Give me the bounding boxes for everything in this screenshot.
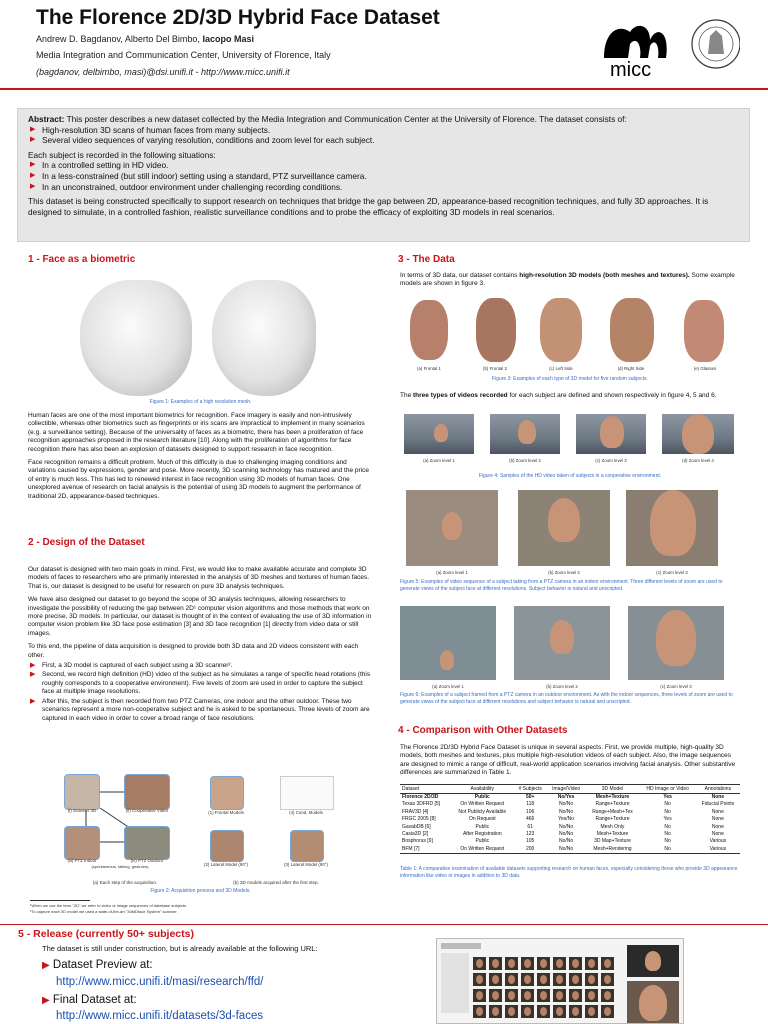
videos-intro <box>400 392 740 400</box>
ptz-indoor-frame <box>518 490 610 566</box>
subfig-label: (d) Zoom level 4 <box>682 458 714 463</box>
table-cell: 50+ <box>525 794 535 800</box>
face-thumbnail <box>537 957 550 970</box>
table-cell: No/No <box>559 808 574 815</box>
authors <box>36 34 254 44</box>
dataset-website-screenshot <box>436 938 684 1024</box>
intro-tail: Some example models are shown in figure 3. <box>400 272 735 288</box>
subfig-label: (d) Right Side <box>617 366 645 371</box>
acquisition-diagram <box>60 770 188 870</box>
paragraph: Face recognition remains a difficult problem. Much of this difficulty is due to challenging imaging conditions and variations caused by expressions, gender and pose. More recently, 3D scanning technology has matured and the price of entry is much less. This has led to renewed interest in face recognition using 3D models of human faces. One unexplored avenue of research on facial analysis is the potential of using 3D models to augment the performance of traditional 2D, appearance-based techniques. <box>28 459 369 500</box>
table-cell: 123 <box>526 831 535 838</box>
figure-6-caption: Figure 6: Examples of a subject framed from a PTZ camera in an outdoor environment. As with the indoor sequences, three levels of zoom are used to generate views of the subject face at different resolutions and subject behavior is natural and unscripted. <box>400 692 733 705</box>
table-row <box>400 816 740 823</box>
table-cell: Mesh+Rendering <box>585 846 639 854</box>
face-thumbnail <box>537 989 550 1002</box>
face-thumbnail <box>585 1005 598 1018</box>
figure-5 <box>400 490 740 578</box>
table-cell: 105 <box>526 838 535 845</box>
face-thumbnail <box>553 989 566 1002</box>
face-thumbnail <box>553 957 566 970</box>
hd-video-frame <box>404 414 474 454</box>
table-cell: No <box>640 846 696 854</box>
situation-item: ▶ In a less-constrained (but still indoor) setting using a standard, PTZ surveillance camera. <box>28 171 739 182</box>
face-thumbnail <box>473 957 486 970</box>
preview-label: Dataset Preview at: <box>52 959 153 971</box>
table-cell: None <box>711 808 724 815</box>
mesh-face-image <box>80 280 192 396</box>
3d-model-thumb <box>280 776 334 810</box>
footnote-rule <box>30 900 90 901</box>
section-2-body <box>28 566 373 728</box>
release-intro: The dataset is still under construction, but is already available at the following URL: <box>42 944 318 953</box>
diagram-label: (ii) Cooperative Video <box>125 808 169 813</box>
model-label: (1) Frontal Models <box>208 810 244 815</box>
pipeline-step: ▶ First, a 3D model is captured of each subject using a 3D scanner². <box>28 662 373 670</box>
diagram-label: (iv) PTZ Outdoor <box>130 858 164 863</box>
face-thumbnail <box>505 957 518 970</box>
table-cell: After Registration <box>462 831 502 838</box>
final-label-row <box>42 994 137 1006</box>
face-thumbnail <box>601 973 614 986</box>
3d-models-grid <box>196 774 356 874</box>
face-thumbnail <box>537 973 550 986</box>
subfig-label: (a) Zoom level 1 <box>436 570 468 575</box>
pipeline-step: ▶ After this, the subject is then recorded from two PTZ Cameras, one indoor and the other outdoor. These two scenarios represent a more non-cooperative subject and he is asked to be spontaneous. Three levels of zoom are captured in each video in order to cover a broad range of face resolutions. <box>28 698 373 723</box>
section-4-body: The Florence 2D/3D Hybrid Face Dataset is unique in several aspects. First, we provide multiple, high-quality 3D models, both meshes and textures, plus multiple high-resolution videos of each subject. Also, the image sequences are designed to mimic a range of difficult, real-world application scenarios involving facial analysis. Other substantive differences are summarized in Table 1. <box>400 744 736 777</box>
3d-face-frontal <box>410 300 448 360</box>
header-rule <box>0 88 768 90</box>
table-header-cell: 3D Model <box>585 785 639 794</box>
table-cell: GavabDB [6] <box>402 823 431 830</box>
table-cell: No <box>664 831 671 838</box>
diagram-label: (iii) PTZ Indoor <box>67 858 97 863</box>
table-cell: Not Publicly Available <box>458 808 507 815</box>
table-cell: None <box>711 831 724 838</box>
figure-1-caption: Figure 1: Examples of a high resolution mesh. <box>149 399 252 405</box>
table-cell: None <box>711 823 724 830</box>
figure-5-caption: Figure 5: Examples of video sequence of a subject taking from a PTZ camera in an indoor environment. Three different levels of zoom are used to generate views of the subject face at different resolutions. Subject behavior is natural and unscripted. <box>400 579 723 592</box>
face-thumbnail <box>553 1005 566 1018</box>
affiliation: Media Integration and Communication Center, University of Florence, Italy <box>36 50 331 60</box>
scanner-photo <box>64 774 100 810</box>
paragraph: To this end, the pipeline of data acquisition is designed to provide both 3D data and 2D videos consistent with each other. <box>28 643 359 659</box>
3d-face-left <box>540 298 582 362</box>
face-thumbnail <box>505 973 518 986</box>
table-header-cell: Image/Video <box>547 785 586 794</box>
ptz-outdoor-photo <box>124 826 170 860</box>
face-thumbnail <box>473 989 486 1002</box>
table-cell: 106 <box>526 808 535 815</box>
table-cell: Casia3D [2] <box>402 831 429 838</box>
table-cell: 118 <box>526 801 535 808</box>
bullet-arrow-icon: ▶ <box>42 960 50 971</box>
table-cell: Florence 2D/3D <box>402 794 439 800</box>
face-thumbnail <box>569 957 582 970</box>
subfig-label: (a) Zoom level 1 <box>432 684 464 689</box>
abstract-item: ▶ Several video sequences of varying resolution, conditions and zoom level for each subject. <box>28 135 739 146</box>
3d-face-frontal <box>476 298 516 362</box>
face-thumbnail <box>553 973 566 986</box>
abstract-item: ▶ High-resolution 3D scans of human faces from many subjects. <box>28 125 739 136</box>
table-row <box>400 801 740 808</box>
figure-2-caption: Figure 2: Acquisition process and 3D Models. <box>150 888 251 894</box>
table-header-cell: # Subjects <box>514 785 547 794</box>
face-thumbnail <box>569 1005 582 1018</box>
table-cell: Range+Texture <box>595 816 630 823</box>
videos-plain: for each subject are defined and shown respectively in figure 4, 5 and 6. <box>509 392 717 399</box>
table-cell: 61 <box>527 823 533 830</box>
table-row <box>400 831 740 838</box>
pipeline-step: ▶ Second, we record high definition (HD) video of the subject as he simulates a range of specific head rotations (this roughly corresponds to a cooperative environment). Five levels of zoom are used in order to capture the subject face at multiple image resolutions. <box>28 671 373 696</box>
abstract-closing: This dataset is being constructed specifically to support research on techniques that bridge the gap between 2D, appearance-based recognition techniques, and fully 3D approaches. It is designed to simulate, in a controlled fashion, realistic surveillance conditions and to probe the efficacy of exploiting 3D models in real scenarios. <box>28 196 709 217</box>
table-row <box>400 838 740 845</box>
table-cell: Mesh+Texture <box>596 831 629 838</box>
paragraph: We have also designed our dataset to go beyond the scope of 3D analysis techniques, allowing researchers to investigate the possibility of reducing the gap between 2D¹ computer vision algorithms and those methods that work on more precise, 3D models. In particular, our dataset is thought of in the context of evaluating the use of 3D information in computer vision problem like 3D face pose estimation [3] and 3D face recognition [1] directly from video data or still images. <box>28 596 372 637</box>
table-cell: No/No <box>547 846 586 854</box>
final-url-link[interactable]: http://www.micc.unifi.it/datasets/3d-faces <box>56 1010 264 1022</box>
3d-face-glasses <box>684 300 724 362</box>
subfig-label: (b) Zoom level 2 <box>546 684 578 689</box>
paragraph: Human faces are one of the most important biometrics for recognition. Face imagery is easily and non-intrusively collectible, whereas other biometrics such as fingerprints or iris scans are impractical to implement in many scenarios (e.g. a surveillance setting). Because of the universality of faces as a biometric, there has been a proliferation of face recognition approaches proposed in the research literature [10]. Along with the proliferation of algorithms for face recognition there has also been an explosion of datasets designed to support research in face recognition. <box>28 412 365 453</box>
figure-4 <box>400 414 740 466</box>
cooperative-video-photo <box>124 774 170 810</box>
3d-face-right <box>610 298 654 362</box>
subfig-label: (b) Zoom level 2 <box>509 458 541 463</box>
footnote: ²To capture each 3D model we used a state-of-the-art "3dMDface System" scanner. <box>30 909 178 914</box>
contact: (bagdanov, delbimbo, masi)@dsi.unifi.it - http://www.micc.unifi.it <box>36 67 290 77</box>
table-cell: 3D Map+Texture <box>594 838 631 845</box>
section-5-title: 5 - Release (currently 50+ subjects) <box>18 928 194 940</box>
face-thumbnail <box>585 957 598 970</box>
bullet-arrow-icon: ▶ <box>42 995 50 1006</box>
face-thumbnail <box>489 989 502 1002</box>
table-cell: Texas 3DFRD [5] <box>402 801 441 808</box>
abstract-box <box>17 108 750 242</box>
table-row <box>400 794 740 802</box>
preview-url-link[interactable]: http://www.micc.unifi.it/masi/research/ffd/ <box>56 976 264 988</box>
table-cell: Public <box>475 823 490 830</box>
table-cell: Range+Mesh+Tex <box>592 808 633 815</box>
figure-3 <box>400 298 740 374</box>
section-3-intro <box>400 272 740 289</box>
face-thumbnail <box>521 1005 534 1018</box>
diagram-label: (i) Scanner 3D <box>67 808 97 813</box>
micc-logo <box>600 10 740 82</box>
abstract-intro: This poster describes a new dataset collected by the Media Integration and Communication Center at the University of Florence. The dataset consists of: <box>66 114 627 124</box>
table-row <box>400 809 740 816</box>
face-thumbnail <box>585 973 598 986</box>
section-3-title: 3 - The Data <box>398 254 455 265</box>
situation-item: ▶ In an unconstrained, outdoor environment under challenging recording conditions. <box>28 182 739 193</box>
table-cell: Bosphorus [9] <box>402 838 433 845</box>
preview-label-row <box>42 959 153 971</box>
model-label: (2) Lateral Model (90°) <box>204 862 248 867</box>
ptz-indoor-frame <box>626 490 718 566</box>
videos-bold: three types of videos recorded <box>413 392 508 399</box>
figure-2a-caption: (a) Each step of the acquisition. <box>92 880 158 885</box>
micc-logo-text: micc <box>610 59 652 81</box>
footnote: ¹When we use the term "2D" we refer to video or image sequences of database subjects. <box>30 903 188 908</box>
comparison-table-grid <box>400 784 740 854</box>
table-header-cell: Annotations <box>696 785 740 794</box>
hd-video-frame <box>576 414 646 454</box>
table-cell: Public <box>474 794 490 800</box>
diagram-note: (spontaneous, talking, gestures) <box>91 864 149 869</box>
table-cell: Mesh+Texture <box>595 794 630 800</box>
table-header-cell: Availability <box>451 785 514 794</box>
section-1-body <box>28 412 373 506</box>
table-cell: Fiducial Points <box>701 801 735 808</box>
thumbnail-grid <box>473 957 623 1023</box>
videos-plain: The <box>400 392 412 399</box>
section-4-title: 4 - Comparison with Other Datasets <box>398 725 568 736</box>
table-cell: None <box>711 816 724 823</box>
subfig-label: (b) Zoom level 2 <box>548 570 580 575</box>
figure-4-caption: Figure 4: Samples of the HD video taken of subjects in a cooperative environment. <box>478 473 662 479</box>
table-cell: None <box>711 794 725 800</box>
ptz-outdoor-frame <box>400 606 496 680</box>
paragraph: Our dataset is designed with two main goals in mind. First, we would like to make available accurate and complete 3D models of faces to researchers who are primarily interested in the analysis of 3D meshes and textures of human faces. That is, our dataset is designed to be useful for research on pure 3D analysis techniques. <box>28 566 370 590</box>
micc-logo-graphic <box>600 10 740 82</box>
model-label: (3) Lateral Model (90°) <box>284 862 328 867</box>
ptz-indoor-photo <box>64 826 100 860</box>
table-cell: FRAV3D [4] <box>402 808 429 815</box>
ptz-indoor-frame <box>406 490 498 566</box>
table-cell: No <box>664 808 671 815</box>
table-cell: On Request <box>468 816 496 823</box>
poster-title: The Florence 2D/3D Hybrid Face Dataset <box>36 6 440 29</box>
section-5-rule <box>0 924 768 925</box>
face-thumbnail <box>585 989 598 1002</box>
table-cell: No/No <box>559 831 574 838</box>
table-cell: Yes/No <box>558 816 575 823</box>
situation-item: ▶ In a controlled setting in HD video. <box>28 160 739 171</box>
hd-video-frame <box>490 414 560 454</box>
table-cell: No <box>664 823 671 830</box>
table-cell: Public <box>475 838 490 845</box>
face-thumbnail <box>489 973 502 986</box>
table-cell: BFM [7] <box>400 846 451 854</box>
subfig-label: (c) Zoom level 3 <box>595 458 627 463</box>
table-cell: No/No <box>559 801 574 808</box>
subfig-label: (c) Zoom level 3 <box>660 684 692 689</box>
table-cell: No <box>664 801 671 808</box>
figure-2b-caption: (b) 3D models acquired after the first step. <box>233 880 319 885</box>
table-header-cell: HD Image or Video <box>640 785 696 794</box>
subfig-label: (a) Frontal 1 <box>417 366 441 371</box>
section-2-title: 2 - Design of the Dataset <box>28 537 145 548</box>
face-thumbnail <box>505 989 518 1002</box>
final-label: Final Dataset at: <box>52 994 137 1006</box>
subfig-label: (b) Frontal 2 <box>483 366 507 371</box>
table-cell: On Written Request <box>460 801 505 808</box>
ptz-outdoor-frame <box>628 606 724 680</box>
table-cell: 466 <box>526 816 535 823</box>
table-header-cell: Dataset <box>400 785 451 794</box>
face-thumbnail <box>489 1005 502 1018</box>
ptz-outdoor-frame <box>514 606 610 680</box>
table-1-caption: Table 1: A comparative examination of available datasets supporting research on human faces, especially considering those who provide 3D appearance information like video or images in addition to 3D data. <box>400 866 738 879</box>
subfig-label: (c) Left Side <box>549 366 573 371</box>
table-cell: Range+Texture <box>595 801 630 808</box>
abstract-label: Abstract: <box>28 114 65 124</box>
mesh-face-image <box>212 280 316 396</box>
face-thumbnail <box>473 973 486 986</box>
3d-model-thumb <box>290 830 324 862</box>
table-cell: Various <box>709 838 727 845</box>
intro-plain: In terms of 3D data, our dataset contains <box>400 272 518 279</box>
model-label: (4) Cond. Models <box>289 810 323 815</box>
situations-intro: Each subject is recorded in the following situations: <box>28 149 216 160</box>
table-cell: Yes <box>663 794 672 800</box>
table-cell: No/No <box>559 823 574 830</box>
face-thumbnail <box>521 957 534 970</box>
face-thumbnail <box>569 973 582 986</box>
section-1-title: 1 - Face as a biometric <box>28 254 136 265</box>
face-thumbnail <box>473 1005 486 1018</box>
table-cell: No/No <box>559 838 574 845</box>
table-cell: Mesh Only <box>600 823 625 830</box>
3d-model-thumb <box>210 776 244 810</box>
table-cell: No <box>664 838 671 845</box>
table-cell: FRGC 2005 [8] <box>402 816 436 823</box>
subfig-label: (a) Zoom level 1 <box>423 458 455 463</box>
hd-video-frame <box>662 414 734 454</box>
face-thumbnail <box>521 973 534 986</box>
table-row <box>400 824 740 831</box>
table-cell: On Written Request <box>451 846 514 854</box>
face-thumbnail <box>601 989 614 1002</box>
table-row <box>400 846 740 854</box>
face-thumbnail <box>505 1005 518 1018</box>
figure-3-caption: Figure 3: Examples of each type of 3D model for five random subjects. <box>492 376 648 382</box>
figure-6 <box>400 606 740 692</box>
table-cell: 200 <box>514 846 547 854</box>
subfig-label: (e) Glasses <box>693 366 717 371</box>
intro-bold: high-resolution 3D models (both meshes and textures). <box>519 272 690 279</box>
face-thumbnail <box>537 1005 550 1018</box>
3d-model-thumb <box>210 830 244 862</box>
face-thumbnail <box>489 957 502 970</box>
authors-plain: Andrew D. Bagdanov, Alberto Del Bimbo, <box>36 34 200 44</box>
face-thumbnail <box>569 989 582 1002</box>
face-thumbnail <box>521 989 534 1002</box>
table-cell: Yes <box>663 816 672 823</box>
table-cell: No/Yes <box>557 794 575 800</box>
subfig-label: (c) Zoom level 3 <box>656 570 688 575</box>
author-bold: Iacopo Masi <box>202 34 254 44</box>
table-cell: Various <box>696 846 740 854</box>
face-thumbnail <box>601 1005 614 1018</box>
face-thumbnail <box>601 957 614 970</box>
comparison-table <box>400 784 740 854</box>
